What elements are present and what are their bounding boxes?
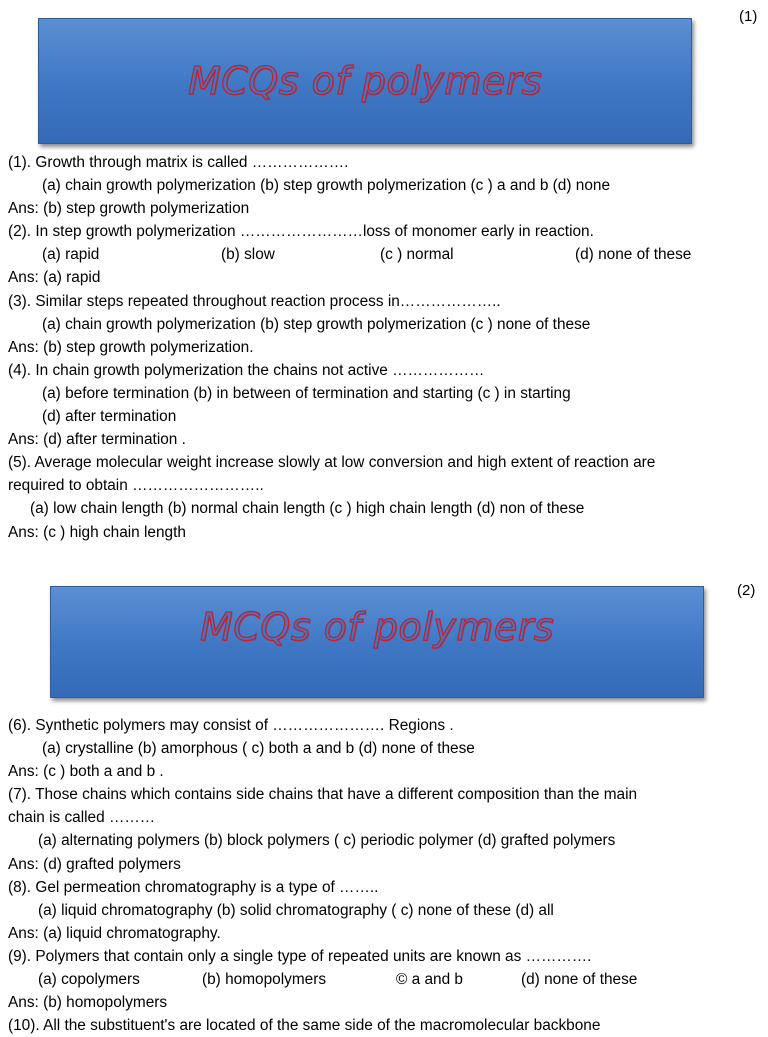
banner-title-2: MCQs of polymers: [199, 605, 555, 649]
option-9a: (a) copolymers: [38, 971, 140, 989]
page-number-2: (2): [737, 582, 756, 599]
answer-1: Ans: (b) step growth polymerization: [8, 200, 250, 218]
option-9b: (b) homopolymers: [202, 971, 327, 989]
answer-5: Ans: (c ) high chain length: [8, 523, 186, 541]
answer-4: Ans: (d) after termination .: [8, 431, 186, 449]
answer-7: Ans: (d) grafted polymers: [8, 855, 181, 873]
answer-8: Ans: (a) liquid chromatography.: [8, 924, 221, 942]
question-3: (3). Similar steps repeated throughout reaction process in………………..: [8, 292, 501, 310]
mcq-section-1: [8, 151, 760, 544]
answer-2: Ans: (a) rapid: [8, 269, 101, 287]
title-banner-2: [50, 586, 704, 698]
options-2: [8, 243, 760, 266]
title-banner-1: [38, 18, 692, 144]
question-1: (1). Growth through matrix is called ……………….: [8, 154, 349, 171]
question-2: (2). In step growth polymerization ……………………loss of monomer early in reaction.: [8, 223, 594, 241]
question-7-line2: chain is called ………: [8, 809, 156, 827]
question-9: (9). Polymers that contain only a single type of repeated units are known as ………….: [8, 947, 592, 965]
options-4-line1: (a) before termination (b) in between of termination and starting (c ) in starting: [42, 384, 571, 402]
options-6: (a) crystalline (b) amorphous ( c) both a and b (d) none of these: [42, 740, 475, 758]
options-5: (a) low chain length (b) normal chain length (c ) high chain length (d) non of these: [30, 500, 585, 518]
options-8: (a) liquid chromatography (b) solid chromatography ( c) none of these (d) all: [38, 901, 554, 919]
options-3: (a) chain growth polymerization (b) step growth polymerization (c ) none of these: [42, 315, 591, 333]
mcq-section-2: [8, 714, 760, 1037]
options-1: (a) chain growth polymerization (b) step growth polymerization (c ) a and b (d) none: [42, 177, 611, 195]
option-2b: (b) slow: [221, 246, 275, 264]
page-number-1: (1): [739, 8, 758, 25]
option-2a: (a) rapid: [42, 246, 100, 264]
option-2d: (d) none of these: [575, 246, 692, 264]
options-9: [8, 968, 760, 991]
question-5-line1: (5). Average molecular weight increase slowly at low conversion and high extent of reaction are: [8, 454, 656, 472]
question-4: (4). In chain growth polymerization the chains not active ………………: [8, 361, 485, 379]
answer-3: Ans: (b) step growth polymerization.: [8, 338, 254, 356]
option-9d: (d) none of these: [521, 971, 638, 989]
option-9c: © a and b: [396, 971, 463, 989]
options-7: (a) alternating polymers (b) block polymers ( c) periodic polymer (d) grafted polymers: [38, 832, 616, 850]
question-7-line1: (7). Those chains which contains side chains that have a different composition than the main: [8, 786, 638, 804]
option-2c: (c ) normal: [380, 246, 454, 264]
question-10: (10). All the substituent's are located of the same side of the macromolecular backbone: [8, 1017, 601, 1035]
answer-9: Ans: (b) homopolymers: [8, 994, 168, 1012]
question-8: (8). Gel permeation chromatography is a type of ……..: [8, 878, 379, 896]
banner-title-1: MCQs of polymers: [187, 59, 543, 103]
options-4-line2: (d) after termination: [42, 408, 177, 426]
question-6: (6). Synthetic polymers may consist of …………………. Regions .: [8, 717, 454, 734]
answer-6: Ans: (c ) both a and b .: [8, 763, 164, 781]
question-5-line2: required to obtain ……………………..: [8, 477, 264, 495]
